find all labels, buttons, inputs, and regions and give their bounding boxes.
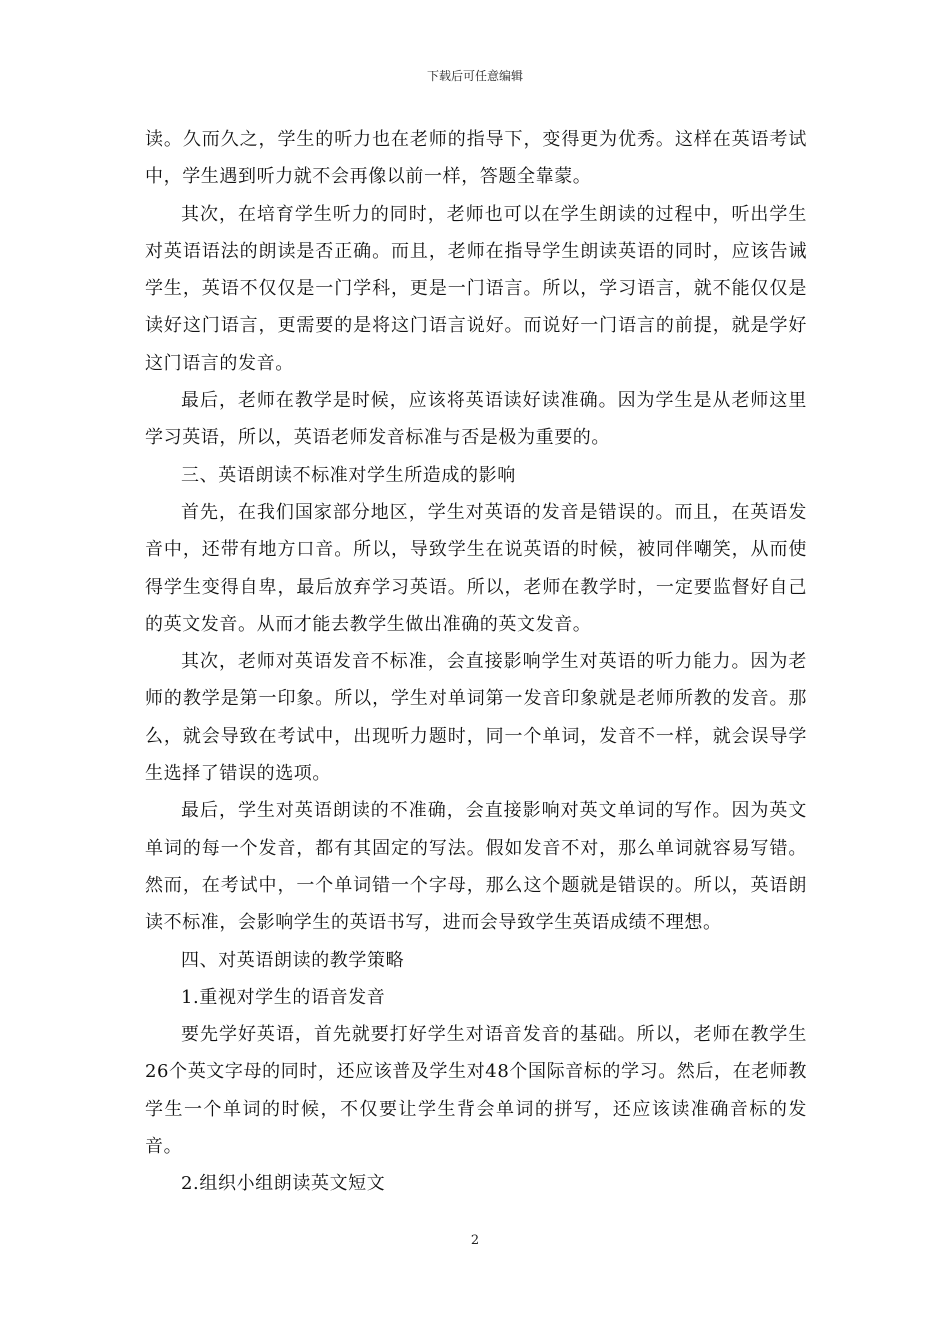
paragraph: 最后，老师在教学是时候，应该将英语读好读准确。因为学生是从老师这里学习英语，所以，英语老师发音标准与否是极为重要的。 [145, 390, 807, 449]
section-heading: 三、英语朗读不标准对学生所造成的影响 [181, 464, 516, 486]
document-body [145, 121, 807, 1203]
paragraph: 要先学好英语，首先就要打好学生对语音发音的基础。所以，老师在教学生26个英文字母的同时，还应该普及学生对48个国际音标的学习。然后，在老师教学生一个单词的时候，不仅要让学生背会单词的拼写，还应该读准确音标的发音。 [145, 1024, 808, 1158]
section-heading: 四、对英语朗读的教学策略 [181, 949, 405, 971]
page-number: 2 [470, 1233, 480, 1248]
paragraph-continuation: 读。久而久之，学生的听力也在老师的指导下，变得更为优秀。这样在英语考试中，学生遇到听力就不会再像以前一样，答题全靠蒙。 [145, 129, 807, 188]
paragraph: 其次，老师对英语发音不标准，会直接影响学生对英语的听力能力。因为老师的教学是第一印象。所以，学生对单词第一发音印象就是老师所教的发音。那么，就会导致在考试中，出现听力题时，同一个单词，发音不一样，就会误导学生选择了错误的选项。 [145, 651, 807, 785]
subsection-heading: 2.组织小组朗读英文短文 [181, 1173, 386, 1195]
paragraph: 首先，在我们国家部分地区，学生对英语的发音是错误的。而且，在英语发音中，还带有地方口音。所以，导致学生在说英语的时候，被同伴嘲笑，从而使得学生变得自卑，最后放弃学习英语。所以，老师在教学时，一定要监督好自己的英文发音。从而才能去教学生做出准确的英文发音。 [145, 501, 807, 635]
subsection-heading: 1.重视对学生的语音发音 [181, 986, 386, 1008]
page-header: 下载后可任意编辑 [426, 69, 523, 83]
paragraph: 其次，在培育学生听力的同时，老师也可以在学生朗读的过程中，听出学生对英语语法的朗读是否正确。而且，老师在指导学生朗读英语的同时，应该告诫学生，英语不仅仅是一门学科，更是一门语言。所以，学习语言，就不能仅仅是读好这门语言，更需要的是将这门语言说好。而说好一门语言的前提，就是学好这门语言的发音。 [145, 203, 807, 374]
paragraph: 最后，学生对英语朗读的不准确，会直接影响对英文单词的写作。因为英文单词的每一个发音，都有其固定的写法。假如发音不对，那么单词就容易写错。然而，在考试中，一个单词错一个字母，那么这个题就是错误的。所以，英语朗读不标准，会影响学生的英语书写，进而会导致学生英语成绩不理想。 [145, 800, 807, 934]
